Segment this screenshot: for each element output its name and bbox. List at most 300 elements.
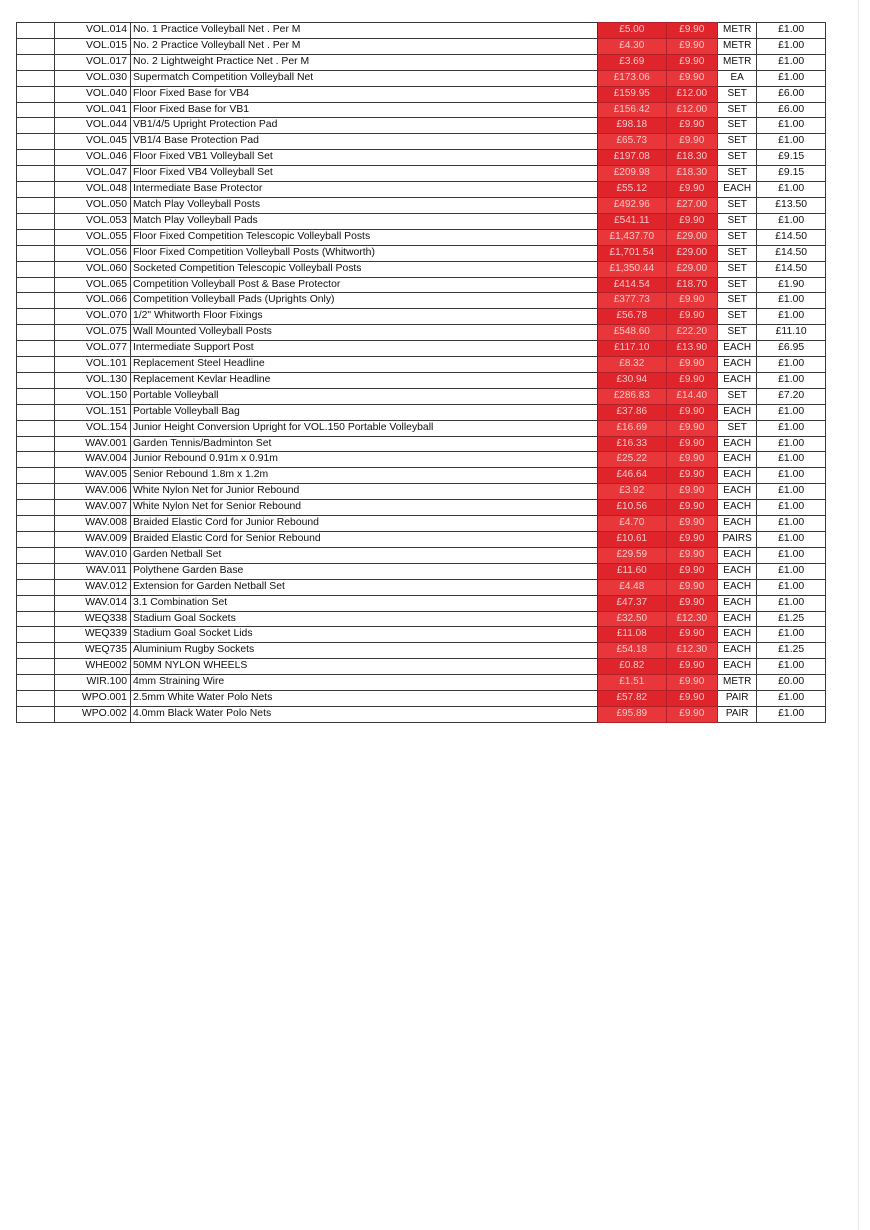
highlighted-delivery-cell: £9.90 bbox=[666, 627, 717, 643]
highlighted-price-cell: £548.60 bbox=[598, 325, 667, 341]
charge-cell: £1.00 bbox=[757, 309, 826, 325]
highlighted-price-cell: £4.48 bbox=[598, 579, 667, 595]
highlighted-price-cell: £209.98 bbox=[598, 166, 667, 182]
description-cell: Competition Volleyball Post & Base Protector bbox=[130, 277, 597, 293]
table-row bbox=[17, 579, 826, 595]
product-code-cell: WAV.014 bbox=[55, 595, 131, 611]
description-cell: Floor Fixed Competition Telescopic Volleyball Posts bbox=[130, 229, 597, 245]
highlighted-delivery-cell: £9.90 bbox=[666, 118, 717, 134]
table-row bbox=[17, 611, 826, 627]
blank-cell bbox=[17, 182, 55, 198]
highlighted-price-cell: £377.73 bbox=[598, 293, 667, 309]
table-row bbox=[17, 563, 826, 579]
description-cell: Floor Fixed Competition Volleyball Posts (Whitworth) bbox=[130, 245, 597, 261]
charge-cell: £1.00 bbox=[757, 404, 826, 420]
highlighted-price-cell: £57.82 bbox=[598, 691, 667, 707]
blank-cell bbox=[17, 484, 55, 500]
table-row bbox=[17, 436, 826, 452]
table-row bbox=[17, 372, 826, 388]
unit-cell: METR bbox=[718, 38, 757, 54]
unit-cell: SET bbox=[718, 197, 757, 213]
blank-cell bbox=[17, 468, 55, 484]
table-row bbox=[17, 277, 826, 293]
description-cell: Portable Volleyball bbox=[130, 388, 597, 404]
highlighted-delivery-cell: £9.90 bbox=[666, 23, 717, 39]
blank-cell bbox=[17, 341, 55, 357]
product-code-cell: WEQ735 bbox=[55, 643, 131, 659]
table-row bbox=[17, 388, 826, 404]
highlighted-price-cell: £32.50 bbox=[598, 611, 667, 627]
highlighted-delivery-cell: £12.30 bbox=[666, 611, 717, 627]
unit-cell: SET bbox=[718, 325, 757, 341]
highlighted-delivery-cell: £12.30 bbox=[666, 643, 717, 659]
highlighted-price-cell: £173.06 bbox=[598, 70, 667, 86]
unit-cell: EACH bbox=[718, 436, 757, 452]
description-cell: VB1/4/5 Upright Protection Pad bbox=[130, 118, 597, 134]
description-cell: Floor Fixed Base for VB1 bbox=[130, 102, 597, 118]
blank-cell bbox=[17, 54, 55, 70]
highlighted-price-cell: £5.00 bbox=[598, 23, 667, 39]
charge-cell: £1.00 bbox=[757, 691, 826, 707]
charge-cell: £1.00 bbox=[757, 420, 826, 436]
description-cell: 3.1 Combination Set bbox=[130, 595, 597, 611]
highlighted-delivery-cell: £9.90 bbox=[666, 706, 717, 722]
highlighted-delivery-cell: £13.90 bbox=[666, 341, 717, 357]
highlighted-price-cell: £3.69 bbox=[598, 54, 667, 70]
charge-cell: £1.00 bbox=[757, 563, 826, 579]
table-row bbox=[17, 675, 826, 691]
highlighted-delivery-cell: £9.90 bbox=[666, 420, 717, 436]
unit-cell: SET bbox=[718, 102, 757, 118]
highlighted-delivery-cell: £9.90 bbox=[666, 547, 717, 563]
product-code-cell: WAV.010 bbox=[55, 547, 131, 563]
product-code-cell: WEQ339 bbox=[55, 627, 131, 643]
description-cell: Socketed Competition Telescopic Volleyball Posts bbox=[130, 261, 597, 277]
charge-cell: £1.00 bbox=[757, 547, 826, 563]
unit-cell: SET bbox=[718, 277, 757, 293]
table-row bbox=[17, 38, 826, 54]
blank-cell bbox=[17, 372, 55, 388]
unit-cell: SET bbox=[718, 118, 757, 134]
blank-cell bbox=[17, 579, 55, 595]
table-row bbox=[17, 452, 826, 468]
highlighted-price-cell: £8.32 bbox=[598, 357, 667, 373]
product-code-cell: WAV.007 bbox=[55, 500, 131, 516]
highlighted-price-cell: £541.11 bbox=[598, 213, 667, 229]
table-row bbox=[17, 325, 826, 341]
blank-cell bbox=[17, 229, 55, 245]
highlighted-price-cell: £492.96 bbox=[598, 197, 667, 213]
highlighted-delivery-cell: £9.90 bbox=[666, 691, 717, 707]
highlighted-delivery-cell: £9.90 bbox=[666, 563, 717, 579]
table-row bbox=[17, 547, 826, 563]
highlighted-delivery-cell: £9.90 bbox=[666, 675, 717, 691]
highlighted-delivery-cell: £9.90 bbox=[666, 516, 717, 532]
product-code-cell: VOL.047 bbox=[55, 166, 131, 182]
table-row bbox=[17, 659, 826, 675]
charge-cell: £1.00 bbox=[757, 532, 826, 548]
charge-cell: £1.25 bbox=[757, 643, 826, 659]
highlighted-price-cell: £0.82 bbox=[598, 659, 667, 675]
highlighted-price-cell: £10.56 bbox=[598, 500, 667, 516]
product-code-cell: VOL.044 bbox=[55, 118, 131, 134]
description-cell: Garden Netball Set bbox=[130, 547, 597, 563]
highlighted-price-cell: £1,437.70 bbox=[598, 229, 667, 245]
product-code-cell: VOL.055 bbox=[55, 229, 131, 245]
unit-cell: EA bbox=[718, 70, 757, 86]
blank-cell bbox=[17, 436, 55, 452]
charge-cell: £7.20 bbox=[757, 388, 826, 404]
table-row bbox=[17, 23, 826, 39]
product-code-cell: VOL.030 bbox=[55, 70, 131, 86]
highlighted-delivery-cell: £12.00 bbox=[666, 86, 717, 102]
product-code-cell: WIR.100 bbox=[55, 675, 131, 691]
highlighted-price-cell: £159.95 bbox=[598, 86, 667, 102]
highlighted-delivery-cell: £22.20 bbox=[666, 325, 717, 341]
description-cell: No. 2 Practice Volleyball Net . Per M bbox=[130, 38, 597, 54]
description-cell: Braided Elastic Cord for Junior Rebound bbox=[130, 516, 597, 532]
highlighted-price-cell: £55.12 bbox=[598, 182, 667, 198]
table-row bbox=[17, 213, 826, 229]
charge-cell: £1.00 bbox=[757, 372, 826, 388]
product-code-cell: VOL.040 bbox=[55, 86, 131, 102]
highlighted-delivery-cell: £27.00 bbox=[666, 197, 717, 213]
highlighted-delivery-cell: £9.90 bbox=[666, 357, 717, 373]
highlighted-price-cell: £56.78 bbox=[598, 309, 667, 325]
table-row bbox=[17, 357, 826, 373]
product-code-cell: VOL.017 bbox=[55, 54, 131, 70]
description-cell: Portable Volleyball Bag bbox=[130, 404, 597, 420]
blank-cell bbox=[17, 388, 55, 404]
description-cell: White Nylon Net for Junior Rebound bbox=[130, 484, 597, 500]
table-row bbox=[17, 500, 826, 516]
charge-cell: £1.00 bbox=[757, 452, 826, 468]
highlighted-delivery-cell: £9.90 bbox=[666, 213, 717, 229]
highlighted-delivery-cell: £9.90 bbox=[666, 404, 717, 420]
unit-cell: SET bbox=[718, 229, 757, 245]
blank-cell bbox=[17, 627, 55, 643]
charge-cell: £1.00 bbox=[757, 118, 826, 134]
highlighted-delivery-cell: £9.90 bbox=[666, 293, 717, 309]
charge-cell: £14.50 bbox=[757, 245, 826, 261]
blank-cell bbox=[17, 293, 55, 309]
unit-cell: PAIR bbox=[718, 691, 757, 707]
blank-cell bbox=[17, 659, 55, 675]
unit-cell: PAIR bbox=[718, 706, 757, 722]
unit-cell: EACH bbox=[718, 404, 757, 420]
unit-cell: PAIRS bbox=[718, 532, 757, 548]
highlighted-price-cell: £16.33 bbox=[598, 436, 667, 452]
description-cell: Match Play Volleyball Posts bbox=[130, 197, 597, 213]
product-code-cell: WHE002 bbox=[55, 659, 131, 675]
unit-cell: SET bbox=[718, 388, 757, 404]
product-code-cell: VOL.046 bbox=[55, 150, 131, 166]
table-row bbox=[17, 197, 826, 213]
blank-cell bbox=[17, 197, 55, 213]
description-cell: 4.0mm Black Water Polo Nets bbox=[130, 706, 597, 722]
product-code-cell: WAV.012 bbox=[55, 579, 131, 595]
highlighted-delivery-cell: £9.90 bbox=[666, 372, 717, 388]
description-cell: 2.5mm White Water Polo Nets bbox=[130, 691, 597, 707]
charge-cell: £6.95 bbox=[757, 341, 826, 357]
highlighted-delivery-cell: £9.90 bbox=[666, 54, 717, 70]
charge-cell: £1.00 bbox=[757, 659, 826, 675]
product-code-cell: VOL.050 bbox=[55, 197, 131, 213]
table-row bbox=[17, 691, 826, 707]
table-row bbox=[17, 261, 826, 277]
highlighted-price-cell: £1,701.54 bbox=[598, 245, 667, 261]
blank-cell bbox=[17, 595, 55, 611]
scan-edge-line bbox=[858, 0, 859, 1230]
product-code-cell: VOL.150 bbox=[55, 388, 131, 404]
product-code-cell: VOL.045 bbox=[55, 134, 131, 150]
charge-cell: £6.00 bbox=[757, 86, 826, 102]
table-row bbox=[17, 150, 826, 166]
charge-cell: £1.00 bbox=[757, 516, 826, 532]
highlighted-price-cell: £1.51 bbox=[598, 675, 667, 691]
highlighted-delivery-cell: £29.00 bbox=[666, 261, 717, 277]
product-code-cell: VOL.014 bbox=[55, 23, 131, 39]
unit-cell: SET bbox=[718, 86, 757, 102]
blank-cell bbox=[17, 166, 55, 182]
unit-cell: METR bbox=[718, 675, 757, 691]
blank-cell bbox=[17, 643, 55, 659]
highlighted-price-cell: £11.60 bbox=[598, 563, 667, 579]
product-code-cell: WPO.002 bbox=[55, 706, 131, 722]
product-code-cell: VOL.101 bbox=[55, 357, 131, 373]
highlighted-price-cell: £197.08 bbox=[598, 150, 667, 166]
description-cell: 4mm Straining Wire bbox=[130, 675, 597, 691]
product-code-cell: VOL.070 bbox=[55, 309, 131, 325]
description-cell: Junior Rebound 0.91m x 0.91m bbox=[130, 452, 597, 468]
table-row bbox=[17, 532, 826, 548]
unit-cell: METR bbox=[718, 23, 757, 39]
highlighted-price-cell: £117.10 bbox=[598, 341, 667, 357]
product-code-cell: VOL.056 bbox=[55, 245, 131, 261]
product-code-cell: VOL.015 bbox=[55, 38, 131, 54]
unit-cell: EACH bbox=[718, 372, 757, 388]
table-row bbox=[17, 706, 826, 722]
charge-cell: £1.00 bbox=[757, 436, 826, 452]
blank-cell bbox=[17, 611, 55, 627]
description-cell: Wall Mounted Volleyball Posts bbox=[130, 325, 597, 341]
blank-cell bbox=[17, 357, 55, 373]
charge-cell: £1.00 bbox=[757, 468, 826, 484]
blank-cell bbox=[17, 102, 55, 118]
description-cell: Replacement Kevlar Headline bbox=[130, 372, 597, 388]
highlighted-price-cell: £46.64 bbox=[598, 468, 667, 484]
highlighted-price-cell: £16.69 bbox=[598, 420, 667, 436]
description-cell: Match Play Volleyball Pads bbox=[130, 213, 597, 229]
unit-cell: EACH bbox=[718, 468, 757, 484]
unit-cell: METR bbox=[718, 54, 757, 70]
unit-cell: SET bbox=[718, 150, 757, 166]
highlighted-delivery-cell: £9.90 bbox=[666, 134, 717, 150]
blank-cell bbox=[17, 86, 55, 102]
description-cell: Floor Fixed VB1 Volleyball Set bbox=[130, 150, 597, 166]
unit-cell: EACH bbox=[718, 643, 757, 659]
table-row bbox=[17, 627, 826, 643]
highlighted-price-cell: £286.83 bbox=[598, 388, 667, 404]
product-code-cell: VOL.077 bbox=[55, 341, 131, 357]
charge-cell: £1.00 bbox=[757, 484, 826, 500]
unit-cell: EACH bbox=[718, 182, 757, 198]
description-cell: Intermediate Base Protector bbox=[130, 182, 597, 198]
highlighted-delivery-cell: £18.30 bbox=[666, 166, 717, 182]
blank-cell bbox=[17, 70, 55, 86]
highlighted-delivery-cell: £14.40 bbox=[666, 388, 717, 404]
blank-cell bbox=[17, 277, 55, 293]
charge-cell: £1.00 bbox=[757, 213, 826, 229]
table-row bbox=[17, 134, 826, 150]
charge-cell: £14.50 bbox=[757, 261, 826, 277]
charge-cell: £14.50 bbox=[757, 229, 826, 245]
unit-cell: EACH bbox=[718, 484, 757, 500]
highlighted-price-cell: £65.73 bbox=[598, 134, 667, 150]
highlighted-price-cell: £4.70 bbox=[598, 516, 667, 532]
blank-cell bbox=[17, 706, 55, 722]
unit-cell: EACH bbox=[718, 547, 757, 563]
charge-cell: £1.00 bbox=[757, 595, 826, 611]
product-code-cell: VOL.065 bbox=[55, 277, 131, 293]
charge-cell: £13.50 bbox=[757, 197, 826, 213]
product-code-cell: WAV.008 bbox=[55, 516, 131, 532]
highlighted-delivery-cell: £12.00 bbox=[666, 102, 717, 118]
blank-cell bbox=[17, 134, 55, 150]
product-code-cell: WPO.001 bbox=[55, 691, 131, 707]
highlighted-delivery-cell: £29.00 bbox=[666, 245, 717, 261]
table-row bbox=[17, 643, 826, 659]
description-cell: Floor Fixed VB4 Volleyball Set bbox=[130, 166, 597, 182]
product-code-cell: VOL.066 bbox=[55, 293, 131, 309]
table-row bbox=[17, 420, 826, 436]
highlighted-price-cell: £29.59 bbox=[598, 547, 667, 563]
unit-cell: EACH bbox=[718, 563, 757, 579]
highlighted-price-cell: £156.42 bbox=[598, 102, 667, 118]
description-cell: No. 1 Practice Volleyball Net . Per M bbox=[130, 23, 597, 39]
unit-cell: SET bbox=[718, 134, 757, 150]
highlighted-delivery-cell: £9.90 bbox=[666, 70, 717, 86]
blank-cell bbox=[17, 516, 55, 532]
highlighted-price-cell: £25.22 bbox=[598, 452, 667, 468]
charge-cell: £9.15 bbox=[757, 166, 826, 182]
charge-cell: £1.00 bbox=[757, 54, 826, 70]
product-code-cell: VOL.130 bbox=[55, 372, 131, 388]
blank-cell bbox=[17, 547, 55, 563]
table-row bbox=[17, 404, 826, 420]
description-cell: No. 2 Lightweight Practice Net . Per M bbox=[130, 54, 597, 70]
highlighted-delivery-cell: £9.90 bbox=[666, 468, 717, 484]
blank-cell bbox=[17, 245, 55, 261]
product-code-cell: WAV.006 bbox=[55, 484, 131, 500]
highlighted-price-cell: £30.94 bbox=[598, 372, 667, 388]
highlighted-delivery-cell: £18.70 bbox=[666, 277, 717, 293]
charge-cell: £1.00 bbox=[757, 23, 826, 39]
unit-cell: EACH bbox=[718, 627, 757, 643]
unit-cell: EACH bbox=[718, 516, 757, 532]
product-code-cell: WAV.009 bbox=[55, 532, 131, 548]
product-code-cell: WAV.005 bbox=[55, 468, 131, 484]
description-cell: Garden Tennis/Badminton Set bbox=[130, 436, 597, 452]
charge-cell: £1.00 bbox=[757, 706, 826, 722]
description-cell: 1/2" Whitworth Floor Fixings bbox=[130, 309, 597, 325]
charge-cell: £1.00 bbox=[757, 579, 826, 595]
charge-cell: £1.00 bbox=[757, 293, 826, 309]
charge-cell: £1.00 bbox=[757, 38, 826, 54]
unit-cell: SET bbox=[718, 293, 757, 309]
description-cell: Competition Volleyball Pads (Uprights Only) bbox=[130, 293, 597, 309]
highlighted-price-cell: £47.37 bbox=[598, 595, 667, 611]
table-row bbox=[17, 245, 826, 261]
charge-cell: £6.00 bbox=[757, 102, 826, 118]
highlighted-delivery-cell: £9.90 bbox=[666, 38, 717, 54]
table-row bbox=[17, 309, 826, 325]
highlighted-delivery-cell: £9.90 bbox=[666, 500, 717, 516]
product-code-cell: VOL.053 bbox=[55, 213, 131, 229]
unit-cell: EACH bbox=[718, 579, 757, 595]
highlighted-price-cell: £11.08 bbox=[598, 627, 667, 643]
unit-cell: EACH bbox=[718, 341, 757, 357]
unit-cell: EACH bbox=[718, 357, 757, 373]
blank-cell bbox=[17, 404, 55, 420]
charge-cell: £11.10 bbox=[757, 325, 826, 341]
table-row bbox=[17, 70, 826, 86]
highlighted-price-cell: £54.18 bbox=[598, 643, 667, 659]
product-code-cell: WAV.011 bbox=[55, 563, 131, 579]
product-code-cell: VOL.060 bbox=[55, 261, 131, 277]
blank-cell bbox=[17, 118, 55, 134]
highlighted-price-cell: £10.61 bbox=[598, 532, 667, 548]
highlighted-price-cell: £95.89 bbox=[598, 706, 667, 722]
unit-cell: EACH bbox=[718, 611, 757, 627]
unit-cell: SET bbox=[718, 213, 757, 229]
highlighted-price-cell: £4.30 bbox=[598, 38, 667, 54]
blank-cell bbox=[17, 261, 55, 277]
table-row bbox=[17, 484, 826, 500]
product-code-cell: WAV.001 bbox=[55, 436, 131, 452]
highlighted-price-cell: £1,350.44 bbox=[598, 261, 667, 277]
table-row bbox=[17, 516, 826, 532]
blank-cell bbox=[17, 675, 55, 691]
blank-cell bbox=[17, 452, 55, 468]
highlighted-price-cell: £98.18 bbox=[598, 118, 667, 134]
table-row bbox=[17, 293, 826, 309]
product-code-cell: WEQ338 bbox=[55, 611, 131, 627]
description-cell: Floor Fixed Base for VB4 bbox=[130, 86, 597, 102]
description-cell: Extension for Garden Netball Set bbox=[130, 579, 597, 595]
table-row bbox=[17, 229, 826, 245]
price-list-body bbox=[17, 23, 826, 723]
description-cell: Braided Elastic Cord for Senior Rebound bbox=[130, 532, 597, 548]
table-row bbox=[17, 166, 826, 182]
highlighted-delivery-cell: £18.30 bbox=[666, 150, 717, 166]
charge-cell: £1.00 bbox=[757, 182, 826, 198]
highlighted-delivery-cell: £9.90 bbox=[666, 532, 717, 548]
product-code-cell: VOL.151 bbox=[55, 404, 131, 420]
unit-cell: SET bbox=[718, 166, 757, 182]
unit-cell: SET bbox=[718, 245, 757, 261]
description-cell: White Nylon Net for Senior Rebound bbox=[130, 500, 597, 516]
table-row bbox=[17, 102, 826, 118]
product-code-cell: VOL.075 bbox=[55, 325, 131, 341]
table-row bbox=[17, 182, 826, 198]
charge-cell: £1.25 bbox=[757, 611, 826, 627]
highlighted-delivery-cell: £9.90 bbox=[666, 484, 717, 500]
charge-cell: £1.90 bbox=[757, 277, 826, 293]
description-cell: Intermediate Support Post bbox=[130, 341, 597, 357]
unit-cell: EACH bbox=[718, 659, 757, 675]
table-row bbox=[17, 54, 826, 70]
